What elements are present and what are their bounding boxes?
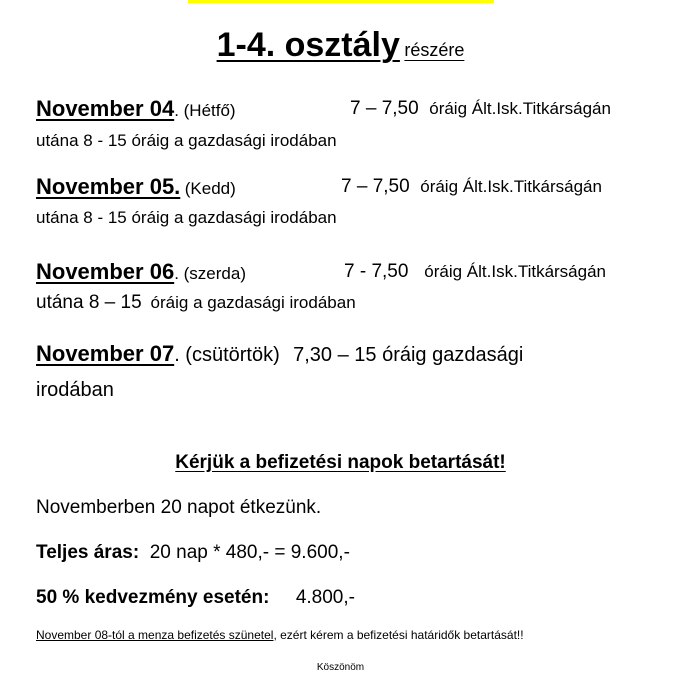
footnote-underlined: November 08-tól a menza befizetés szünetel: [36, 628, 274, 642]
place-label: óráig Ált.Isk.Titkárságán: [420, 177, 602, 196]
footnote-rest: , ezért kérem a befizetési határidők betartását!!: [273, 628, 524, 642]
day-label: November 04: [36, 96, 175, 121]
footnote: [36, 628, 524, 642]
payment-notice: Kérjük a befizetési napok betartását!: [175, 452, 506, 473]
place-label: óráig Ált.Isk.Titkárságán: [424, 262, 607, 281]
full-price-label: Teljes áras:: [36, 542, 140, 563]
schedule-day-1-time: [350, 98, 611, 120]
weekday-label: . (szerda): [174, 264, 246, 283]
schedule-day-1-after: utána 8 - 15 óráig a gazdasági irodában: [36, 131, 337, 150]
schedule-day-2-time: [341, 176, 602, 198]
weekday-label: . (Hétfő): [174, 101, 236, 120]
day-label: November 06: [36, 259, 175, 284]
after-place: óráig a gazdasági irodában: [150, 293, 356, 312]
page-title: [0, 26, 681, 65]
discount-line: [36, 587, 355, 609]
schedule-day-4: [36, 341, 523, 367]
title-sub: részére: [404, 40, 465, 60]
full-price-line: [36, 542, 350, 564]
discount-value: 4.800,-: [295, 587, 355, 608]
after-time: utána 8 – 15: [36, 292, 142, 313]
schedule-day-3-time: [344, 261, 606, 283]
time-range: 7 - 7,50: [344, 261, 409, 282]
day-label: November 05.: [36, 174, 181, 199]
schedule-day-3-after: [36, 292, 356, 314]
schedule-day-4-continuation: irodában: [36, 379, 114, 401]
time-range: 7 – 7,50: [350, 98, 419, 119]
schedule-day-2: [36, 174, 236, 200]
top-highlight-bar: [188, 0, 494, 3]
discount-label: 50 % kedvezmény esetén:: [36, 587, 270, 608]
weekday-label: . (csütörtök): [174, 344, 280, 366]
day-label: November 07: [36, 341, 175, 366]
time-and-place: 7,30 – 15 óráig gazdasági: [293, 344, 524, 366]
schedule-day-1: [36, 96, 236, 122]
time-range: 7 – 7,50: [341, 176, 410, 197]
schedule-day-2-after: utána 8 - 15 óráig a gazdasági irodában: [36, 208, 337, 227]
thanks-text: Köszönöm: [316, 662, 365, 673]
place-label: óráig Ált.Isk.Titkárságán: [429, 99, 611, 118]
full-price-value: 20 nap * 480,- = 9.600,-: [149, 542, 350, 563]
title-main: 1-4. osztály: [216, 26, 400, 64]
weekday-label: (Kedd): [184, 179, 236, 198]
days-info: Novemberben 20 napot étkezünk.: [36, 497, 322, 518]
schedule-day-3: [36, 259, 246, 285]
